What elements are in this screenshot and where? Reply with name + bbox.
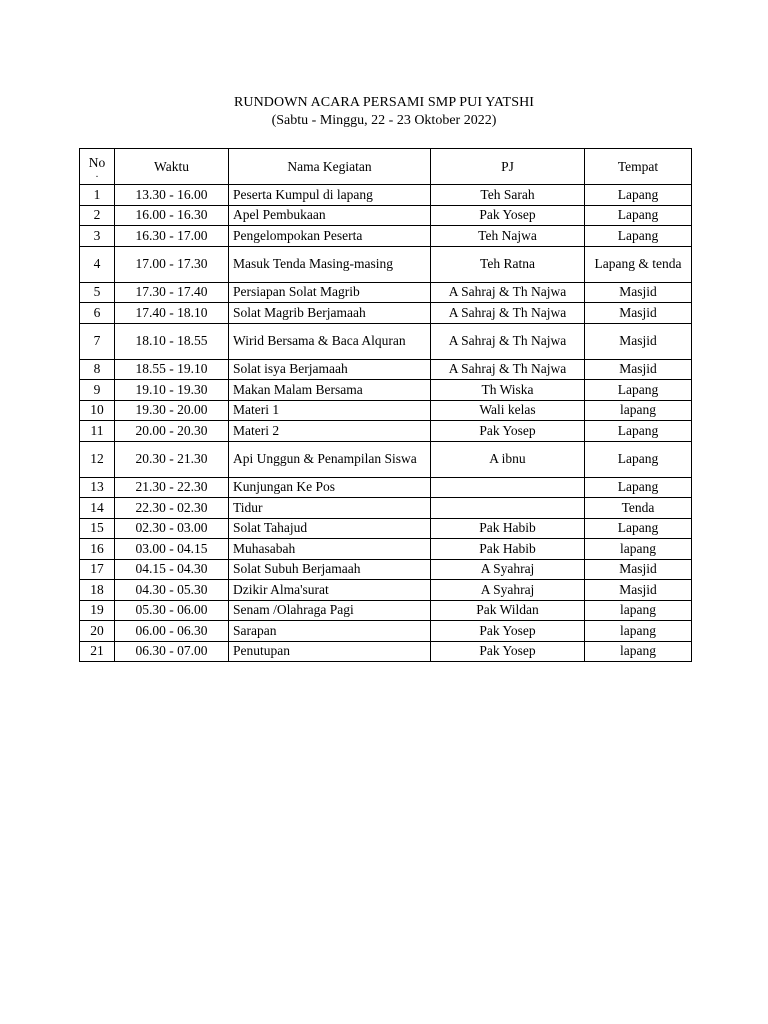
cell-tempat: Masjid [585,323,692,359]
cell-no: 20 [80,621,115,642]
table-row [80,323,692,359]
cell-kegiatan: Senam /Olahraga Pagi [229,600,431,621]
table-row [80,421,692,442]
cell-no: 14 [80,498,115,519]
cell-no: 7 [80,323,115,359]
cell-no: 5 [80,282,115,303]
cell-pj: A Sahraj & Th Najwa [431,359,585,380]
cell-no: 9 [80,380,115,401]
cell-pj: Th Wiska [431,380,585,401]
cell-pj: Teh Ratna [431,246,585,282]
table-row [80,539,692,560]
cell-kegiatan: Solat isya Berjamaah [229,359,431,380]
table-row [80,559,692,580]
table-row [80,580,692,601]
cell-pj: Teh Najwa [431,226,585,247]
cell-kegiatan: Dzikir Alma'surat [229,580,431,601]
cell-pj: A Sahraj & Th Najwa [431,303,585,324]
table-row [80,477,692,498]
cell-no: 18 [80,580,115,601]
cell-tempat: lapang [585,400,692,421]
cell-tempat: Masjid [585,559,692,580]
header-waktu: Waktu [115,149,229,185]
cell-pj: Pak Habib [431,518,585,539]
cell-pj: A Syahraj [431,580,585,601]
cell-tempat: Masjid [585,359,692,380]
cell-waktu: 04.30 - 05.30 [115,580,229,601]
header-tempat: Tempat [585,149,692,185]
cell-pj: Wali kelas [431,400,585,421]
cell-waktu: 05.30 - 06.00 [115,600,229,621]
cell-tempat: Lapang [585,441,692,477]
cell-no: 16 [80,539,115,560]
cell-waktu: 18.10 - 18.55 [115,323,229,359]
cell-pj: Pak Habib [431,539,585,560]
cell-no: 3 [80,226,115,247]
cell-waktu: 06.30 - 07.00 [115,641,229,662]
header-no [80,149,115,185]
cell-no: 17 [80,559,115,580]
cell-tempat: Tenda [585,498,692,519]
rundown-table [79,148,692,662]
table-row [80,246,692,282]
cell-waktu: 02.30 - 03.00 [115,518,229,539]
cell-kegiatan: Makan Malam Bersama [229,380,431,401]
cell-pj: A ibnu [431,441,585,477]
table-row [80,205,692,226]
cell-kegiatan: Masuk Tenda Masing-masing [229,246,431,282]
cell-waktu: 17.00 - 17.30 [115,246,229,282]
cell-tempat: Lapang [585,477,692,498]
cell-waktu: 20.00 - 20.30 [115,421,229,442]
cell-kegiatan: Kunjungan Ke Pos [229,477,431,498]
cell-no: 2 [80,205,115,226]
table-header [80,149,692,185]
cell-no: 10 [80,400,115,421]
cell-tempat: Lapang [585,518,692,539]
cell-waktu: 06.00 - 06.30 [115,621,229,642]
cell-kegiatan: Sarapan [229,621,431,642]
cell-kegiatan: Pengelompokan Peserta [229,226,431,247]
cell-kegiatan: Apel Pembukaan [229,205,431,226]
table-row [80,380,692,401]
table-row [80,359,692,380]
cell-tempat: Lapang [585,185,692,206]
document-subtitle: (Sabtu - Minggu, 22 - 23 Oktober 2022) [271,113,497,128]
cell-waktu: 18.55 - 19.10 [115,359,229,380]
table-row [80,498,692,519]
table-row [80,621,692,642]
cell-tempat: Lapang [585,205,692,226]
cell-tempat: lapang [585,539,692,560]
document-title: RUNDOWN ACARA PERSAMI SMP PUI YATSHI [233,95,535,110]
cell-waktu: 13.30 - 16.00 [115,185,229,206]
cell-waktu: 04.15 - 04.30 [115,559,229,580]
cell-no: 6 [80,303,115,324]
cell-waktu: 19.10 - 19.30 [115,380,229,401]
cell-waktu: 22.30 - 02.30 [115,498,229,519]
cell-tempat: Masjid [585,580,692,601]
header-pj: PJ [431,149,585,185]
cell-tempat: Lapang [585,226,692,247]
cell-pj: Pak Yosep [431,621,585,642]
cell-kegiatan: Api Unggun & Penampilan Siswa [229,441,431,477]
cell-kegiatan: Peserta Kumpul di lapang [229,185,431,206]
table-body [80,185,692,662]
cell-pj: Teh Sarah [431,185,585,206]
header-no-dot: . [95,168,99,180]
table-row [80,641,692,662]
cell-waktu: 16.30 - 17.00 [115,226,229,247]
cell-pj: Pak Yosep [431,641,585,662]
cell-waktu: 16.00 - 16.30 [115,205,229,226]
table-row [80,282,692,303]
cell-kegiatan: Solat Subuh Berjamaah [229,559,431,580]
cell-waktu: 17.30 - 17.40 [115,282,229,303]
cell-no: 1 [80,185,115,206]
table-row [80,226,692,247]
header-nama-kegiatan: Nama Kegiatan [229,149,431,185]
cell-pj: Pak Yosep [431,205,585,226]
cell-waktu: 21.30 - 22.30 [115,477,229,498]
cell-no: 8 [80,359,115,380]
cell-tempat: Masjid [585,282,692,303]
cell-kegiatan: Solat Tahajud [229,518,431,539]
cell-tempat: Lapang [585,421,692,442]
table-row [80,441,692,477]
cell-pj: A Syahraj [431,559,585,580]
cell-pj: Pak Wildan [431,600,585,621]
cell-tempat: Masjid [585,303,692,324]
cell-no: 12 [80,441,115,477]
cell-waktu: 03.00 - 04.15 [115,539,229,560]
cell-pj: Pak Yosep [431,421,585,442]
cell-kegiatan: Materi 2 [229,421,431,442]
cell-pj: A Sahraj & Th Najwa [431,282,585,303]
cell-tempat: Lapang [585,380,692,401]
cell-pj [431,477,585,498]
table-row [80,185,692,206]
cell-tempat: lapang [585,600,692,621]
cell-waktu: 19.30 - 20.00 [115,400,229,421]
cell-no: 11 [80,421,115,442]
cell-no: 19 [80,600,115,621]
cell-kegiatan: Persiapan Solat Magrib [229,282,431,303]
cell-waktu: 17.40 - 18.10 [115,303,229,324]
cell-tempat: Lapang & tenda [585,246,692,282]
cell-tempat: lapang [585,641,692,662]
cell-kegiatan: Penutupan [229,641,431,662]
cell-no: 21 [80,641,115,662]
cell-no: 4 [80,246,115,282]
header-no-label: No [88,154,106,170]
cell-pj [431,498,585,519]
cell-kegiatan: Solat Magrib Berjamaah [229,303,431,324]
cell-waktu: 20.30 - 21.30 [115,441,229,477]
table-row [80,600,692,621]
cell-kegiatan: Tidur [229,498,431,519]
table-row [80,303,692,324]
table-row [80,400,692,421]
cell-kegiatan: Muhasabah [229,539,431,560]
table-row [80,518,692,539]
cell-kegiatan: Materi 1 [229,400,431,421]
cell-no: 13 [80,477,115,498]
cell-pj: A Sahraj & Th Najwa [431,323,585,359]
cell-kegiatan: Wirid Bersama & Baca Alquran [229,323,431,359]
cell-tempat: lapang [585,621,692,642]
header-row [80,149,692,185]
cell-no: 15 [80,518,115,539]
